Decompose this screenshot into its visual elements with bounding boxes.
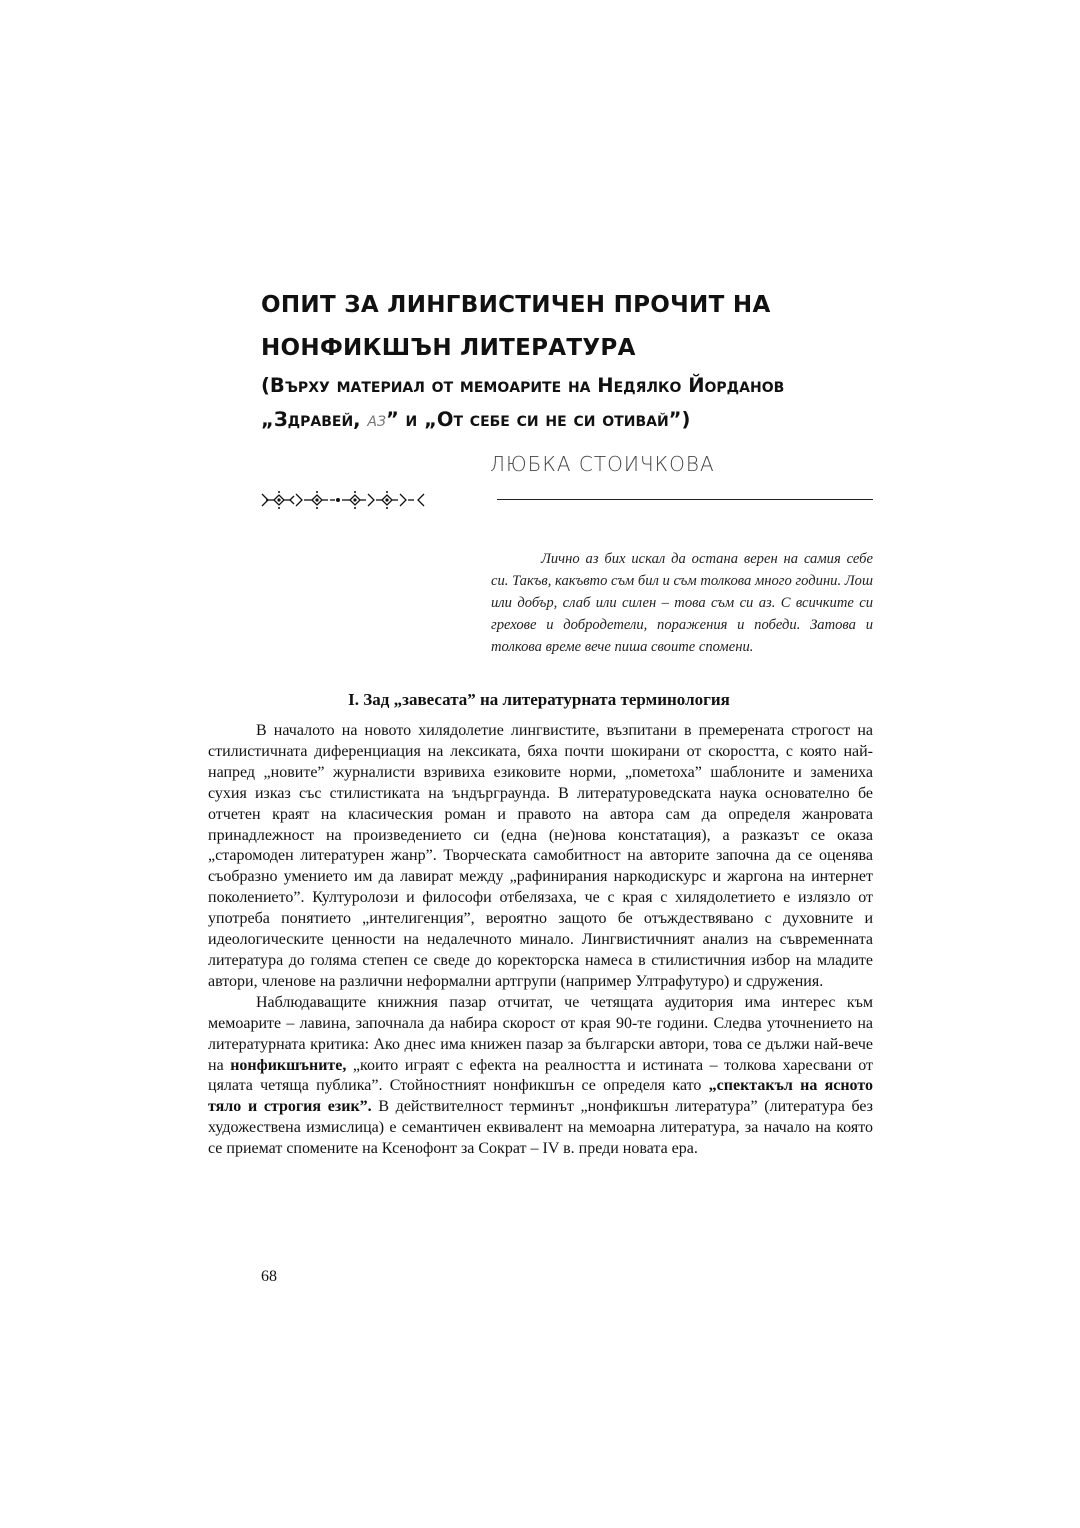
- subtitle-italic-az: аз: [367, 408, 386, 431]
- article-title-line-2: НОНФИКШЪН ЛИТЕРАТУРА: [261, 335, 636, 361]
- paragraph-2-text-3: В действителност терминът „нонфикшън литература” (литература без художествена измислица) е семантичен еквивалент на мемоарна литература, за начало на която се приемат спомените на Ксенофонт за Сократ – IV в. преди новата ера.: [208, 1098, 874, 1158]
- article-title-block: [261, 284, 901, 438]
- paragraph-2-bold-1: нонфикшъните,: [230, 1056, 347, 1074]
- body-text: [208, 721, 873, 1160]
- article-subtitle-line-2: [261, 402, 901, 438]
- subtitle-part-1: „Здравей,: [261, 408, 368, 431]
- section-heading: I. Зад „завесата” на литературната терминология: [348, 690, 730, 709]
- subtitle-part-2: ” и „От себе си не си отивай”): [385, 408, 691, 431]
- epigraph-text: Лично аз бих искал да остана верен на самия себе си. Такъв, какъвто съм бил и съм толкова много години. Лош или добър, слаб или силен – това съм си аз. С всичките си грехове и добродетели, поражения и победи. Затова и толкова време вече пиша своите спомени.: [491, 551, 873, 655]
- author-underline: [497, 499, 873, 500]
- decorative-ornament-icon: [260, 489, 426, 511]
- paragraph-2-text-1: Наблюдаващите книжния пазар отчитат, че четящата аудитория има интерес към мемоарите – лавина, започнала да набира скорост от края 90-те години. Следва уточнението на литературната критика: Ако днес има книжен пазар за български автори, това се дължи най-вече на: [208, 993, 873, 1074]
- article-title-line-1: ОПИТ ЗА ЛИНГВИСТИЧЕН ПРОЧИТ НА: [261, 292, 771, 318]
- page-number: 68: [261, 1268, 277, 1285]
- body-paragraph-1: В началото на новото хилядолетие лингвистите, възпитани в премерената строгост на стилистичната диференциация на лексиката, бяха почти шокирани от скоростта, с която най-напред „новите” журналисти взривиха езиковите норми, „пометоха” шаблоните и замениха сухия изказ със стилистиката на ъндърграунда. В литературоведската наука основателно бе отчетен краят на класическия роман и правото на автора сам да определя жанровата принадлежност на произведението си (една (не)нова констатация), а разказът се оказа „старомоден литературен жанр”. Творческата самобитност на авторите започна да се оценява съобразно умението им да лавират между „рафинирания наркодискурс и жаргона на интернет поколението”. Културолози и философи отбелязаха, че с края с хилядолетието е излязло от употреба понятието „интелигенция”, вероятно защото бе отъждествявано с духовните и идеологическите ценности на недалечното минало. Лингвистичният анализ на съвременната литература до голяма степен се сведе до коректорска намеса в стилистичния избор на младите автори, членове на различни неформални артгрупи (например Ултрафутуро) и сдружения.: [208, 722, 873, 990]
- epigraph: [491, 548, 873, 658]
- author-name: ЛЮБКА СТОИЧКОВА: [490, 452, 715, 476]
- article-subtitle-line-1: (Върху материал от мемоарите на Недялко Йорданов: [261, 374, 785, 397]
- paragraph-2-bold-2: „спектакъл на ясното тяло и строгия език”.: [208, 1077, 873, 1116]
- body-paragraph-2: [208, 993, 873, 1160]
- paragraph-2-text-2: „които играят с ефекта на реалността и истината – толкова харесвани от цялата четяща публика”. Стойностният нонфикшън се определя като: [208, 1056, 873, 1095]
